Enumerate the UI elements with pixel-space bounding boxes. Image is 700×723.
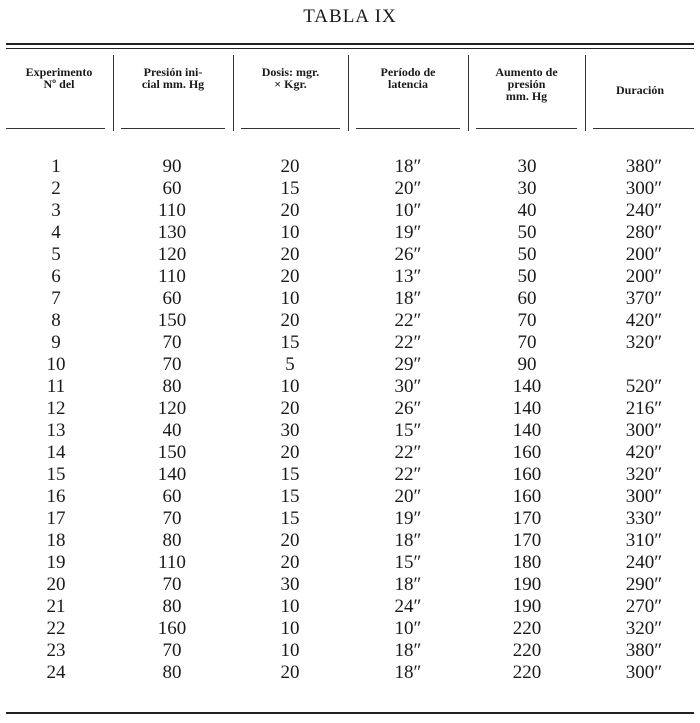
cell-latency: 20″ xyxy=(394,486,422,507)
table-row xyxy=(0,420,700,442)
cell-latency: 22″ xyxy=(394,464,422,485)
cell-increase: 90 xyxy=(517,354,537,375)
cell-latency: 10″ xyxy=(394,200,422,221)
header-increase xyxy=(469,66,584,102)
cell-increase: 170 xyxy=(512,508,542,529)
table-row xyxy=(0,266,700,288)
cell-pressure: 80 xyxy=(162,662,182,683)
cell-increase: 140 xyxy=(512,398,542,419)
table-row xyxy=(0,486,700,508)
table-row xyxy=(0,244,700,266)
header-duration xyxy=(586,84,694,96)
cell-n: 12 xyxy=(46,398,66,419)
header-line: Aumento de xyxy=(495,65,558,79)
cell-n: 9 xyxy=(51,332,61,353)
cell-increase: 50 xyxy=(517,222,537,243)
cell-n: 21 xyxy=(46,596,66,617)
cell-pressure: 70 xyxy=(162,354,182,375)
cell-latency: 18″ xyxy=(394,288,422,309)
cell-pressure: 160 xyxy=(157,618,187,639)
header-line: cial mm. Hg xyxy=(141,77,205,91)
cell-n: 11 xyxy=(46,376,66,397)
cell-duration: 300″ xyxy=(625,662,663,683)
header-underline xyxy=(356,128,460,129)
cell-n: 2 xyxy=(51,178,61,199)
table-row xyxy=(0,508,700,530)
cell-dose: 15 xyxy=(280,508,300,529)
cell-increase: 160 xyxy=(512,486,542,507)
table-row xyxy=(0,332,700,354)
cell-increase: 160 xyxy=(512,442,542,463)
cell-dose: 20 xyxy=(280,310,300,331)
cell-latency: 20″ xyxy=(394,178,422,199)
cell-latency: 22″ xyxy=(394,310,422,331)
cell-dose: 20 xyxy=(280,244,300,265)
cell-pressure: 70 xyxy=(162,640,182,661)
cell-latency: 30″ xyxy=(394,376,422,397)
cell-pressure: 60 xyxy=(162,486,182,507)
cell-increase: 50 xyxy=(517,266,537,287)
cell-duration: 520″ xyxy=(625,376,663,397)
cell-pressure: 40 xyxy=(162,420,182,441)
cell-pressure: 70 xyxy=(162,332,182,353)
cell-dose: 10 xyxy=(280,376,300,397)
table-row xyxy=(0,662,700,684)
cell-n: 18 xyxy=(46,530,66,551)
table-row xyxy=(0,156,700,178)
cell-pressure: 150 xyxy=(157,442,187,463)
header-line: Nº del xyxy=(43,77,75,91)
cell-latency: 18″ xyxy=(394,156,422,177)
header-line: Período de xyxy=(380,65,436,79)
cell-pressure: 120 xyxy=(157,244,187,265)
cell-dose: 10 xyxy=(280,222,300,243)
cell-n: 4 xyxy=(51,222,61,243)
header-line: mm. Hg xyxy=(505,89,548,103)
header-line: Presión ini- xyxy=(143,65,203,79)
cell-increase: 220 xyxy=(512,618,542,639)
table-row xyxy=(0,222,700,244)
cell-n: 16 xyxy=(46,486,66,507)
cell-duration: 300″ xyxy=(625,486,663,507)
table-row xyxy=(0,310,700,332)
cell-latency: 10″ xyxy=(394,618,422,639)
top-rule xyxy=(6,43,694,45)
cell-pressure: 60 xyxy=(162,178,182,199)
cell-duration: 420″ xyxy=(625,310,663,331)
cell-duration: 370″ xyxy=(625,288,663,309)
table-row xyxy=(0,464,700,486)
cell-n: 15 xyxy=(46,464,66,485)
cell-pressure: 80 xyxy=(162,596,182,617)
cell-latency: 22″ xyxy=(394,442,422,463)
cell-dose: 15 xyxy=(280,464,300,485)
cell-latency: 29″ xyxy=(394,354,422,375)
cell-duration: 200″ xyxy=(625,266,663,287)
cell-increase: 220 xyxy=(512,662,542,683)
cell-duration: 300″ xyxy=(625,178,663,199)
header-dose xyxy=(234,66,347,90)
header-line: × Kgr. xyxy=(274,77,307,91)
cell-n: 5 xyxy=(51,244,61,265)
cell-latency: 26″ xyxy=(394,398,422,419)
cell-latency: 18″ xyxy=(394,640,422,661)
cell-duration: 380″ xyxy=(625,640,663,661)
bottom-rule xyxy=(6,712,694,714)
header-underline xyxy=(593,128,694,129)
cell-n: 8 xyxy=(51,310,61,331)
cell-duration: 270″ xyxy=(625,596,663,617)
cell-increase: 40 xyxy=(517,200,537,221)
cell-n: 22 xyxy=(46,618,66,639)
header-line: Experimento xyxy=(25,65,93,79)
cell-n: 10 xyxy=(46,354,66,375)
table-row xyxy=(0,596,700,618)
cell-n: 1 xyxy=(51,156,61,177)
cell-latency: 18″ xyxy=(394,662,422,683)
header-underline xyxy=(6,128,105,129)
cell-increase: 60 xyxy=(517,288,537,309)
table-body xyxy=(0,156,700,684)
header-line: Duración xyxy=(616,83,664,97)
header-line: latencia xyxy=(388,77,428,91)
cell-dose: 20 xyxy=(280,662,300,683)
cell-dose: 20 xyxy=(280,398,300,419)
cell-increase: 180 xyxy=(512,552,542,573)
cell-duration: 420″ xyxy=(625,442,663,463)
table-row xyxy=(0,574,700,596)
cell-increase: 190 xyxy=(512,596,542,617)
cell-dose: 20 xyxy=(280,266,300,287)
cell-increase: 140 xyxy=(512,376,542,397)
cell-latency: 19″ xyxy=(394,222,422,243)
cell-latency: 26″ xyxy=(394,244,422,265)
cell-increase: 70 xyxy=(517,310,537,331)
table-row xyxy=(0,200,700,222)
cell-duration: 300″ xyxy=(625,420,663,441)
cell-duration: 240″ xyxy=(625,200,663,221)
table-row xyxy=(0,398,700,420)
cell-duration: 320″ xyxy=(625,332,663,353)
cell-latency: 15″ xyxy=(394,420,422,441)
table-title: TABLA IX xyxy=(303,6,397,27)
cell-increase: 190 xyxy=(512,574,542,595)
cell-duration: 200″ xyxy=(625,244,663,265)
cell-duration: 330″ xyxy=(625,508,663,529)
cell-dose: 30 xyxy=(280,574,300,595)
cell-pressure: 110 xyxy=(158,552,186,573)
cell-pressure: 60 xyxy=(162,288,182,309)
cell-pressure: 70 xyxy=(162,508,182,529)
cell-dose: 15 xyxy=(280,486,300,507)
cell-duration: 216″ xyxy=(625,398,663,419)
cell-dose: 20 xyxy=(280,552,300,573)
header-line: presión xyxy=(507,77,546,91)
cell-n: 14 xyxy=(46,442,66,463)
cell-duration: 380″ xyxy=(625,156,663,177)
cell-increase: 70 xyxy=(517,332,537,353)
cell-pressure: 130 xyxy=(157,222,187,243)
cell-increase: 220 xyxy=(512,640,542,661)
cell-n: 17 xyxy=(46,508,66,529)
cell-dose: 10 xyxy=(280,618,300,639)
cell-latency: 18″ xyxy=(394,530,422,551)
cell-dose: 15 xyxy=(280,178,300,199)
cell-dose: 10 xyxy=(280,288,300,309)
cell-n: 7 xyxy=(51,288,61,309)
cell-pressure: 70 xyxy=(162,574,182,595)
header-underline xyxy=(476,128,577,129)
table-row xyxy=(0,178,700,200)
cell-pressure: 110 xyxy=(158,200,186,221)
cell-pressure: 150 xyxy=(157,310,187,331)
cell-dose: 20 xyxy=(280,530,300,551)
cell-duration: 320″ xyxy=(625,618,663,639)
header-pressure xyxy=(114,66,232,90)
cell-pressure: 80 xyxy=(162,530,182,551)
table-row xyxy=(0,442,700,464)
cell-increase: 140 xyxy=(512,420,542,441)
cell-increase: 50 xyxy=(517,244,537,265)
cell-duration: 310″ xyxy=(625,530,663,551)
cell-n: 13 xyxy=(46,420,66,441)
cell-duration: 280″ xyxy=(625,222,663,243)
header-line: Dosis: mgr. xyxy=(261,65,320,79)
cell-increase: 30 xyxy=(517,178,537,199)
cell-dose: 5 xyxy=(285,354,295,375)
cell-increase: 30 xyxy=(517,156,537,177)
cell-pressure: 140 xyxy=(157,464,187,485)
cell-latency: 15″ xyxy=(394,552,422,573)
cell-n: 3 xyxy=(51,200,61,221)
cell-dose: 20 xyxy=(280,442,300,463)
table-row xyxy=(0,640,700,662)
cell-pressure: 80 xyxy=(162,376,182,397)
table-row xyxy=(0,618,700,640)
cell-latency: 24″ xyxy=(394,596,422,617)
cell-dose: 20 xyxy=(280,156,300,177)
cell-n: 20 xyxy=(46,574,66,595)
cell-duration: 290″ xyxy=(625,574,663,595)
cell-pressure: 90 xyxy=(162,156,182,177)
cell-latency: 13″ xyxy=(394,266,422,287)
cell-pressure: 120 xyxy=(157,398,187,419)
cell-dose: 30 xyxy=(280,420,300,441)
cell-dose: 15 xyxy=(280,332,300,353)
cell-increase: 160 xyxy=(512,464,542,485)
cell-duration: 240″ xyxy=(625,552,663,573)
cell-dose: 20 xyxy=(280,200,300,221)
table-row xyxy=(0,552,700,574)
header-experiment xyxy=(6,66,112,90)
cell-latency: 22″ xyxy=(394,332,422,353)
table-row xyxy=(0,376,700,398)
header-underline xyxy=(121,128,225,129)
table-row xyxy=(0,288,700,310)
header-latency xyxy=(349,66,467,90)
cell-pressure: 110 xyxy=(158,266,186,287)
header-underline xyxy=(241,128,340,129)
cell-latency: 18″ xyxy=(394,574,422,595)
top-rule-thin xyxy=(6,48,694,49)
cell-increase: 170 xyxy=(512,530,542,551)
cell-dose: 10 xyxy=(280,596,300,617)
cell-duration: 320″ xyxy=(625,464,663,485)
table-row xyxy=(0,530,700,552)
cell-n: 24 xyxy=(46,662,66,683)
cell-latency: 19″ xyxy=(394,508,422,529)
cell-dose: 10 xyxy=(280,640,300,661)
cell-n: 19 xyxy=(46,552,66,573)
cell-n: 23 xyxy=(46,640,66,661)
cell-n: 6 xyxy=(51,266,61,287)
table-row xyxy=(0,354,700,376)
